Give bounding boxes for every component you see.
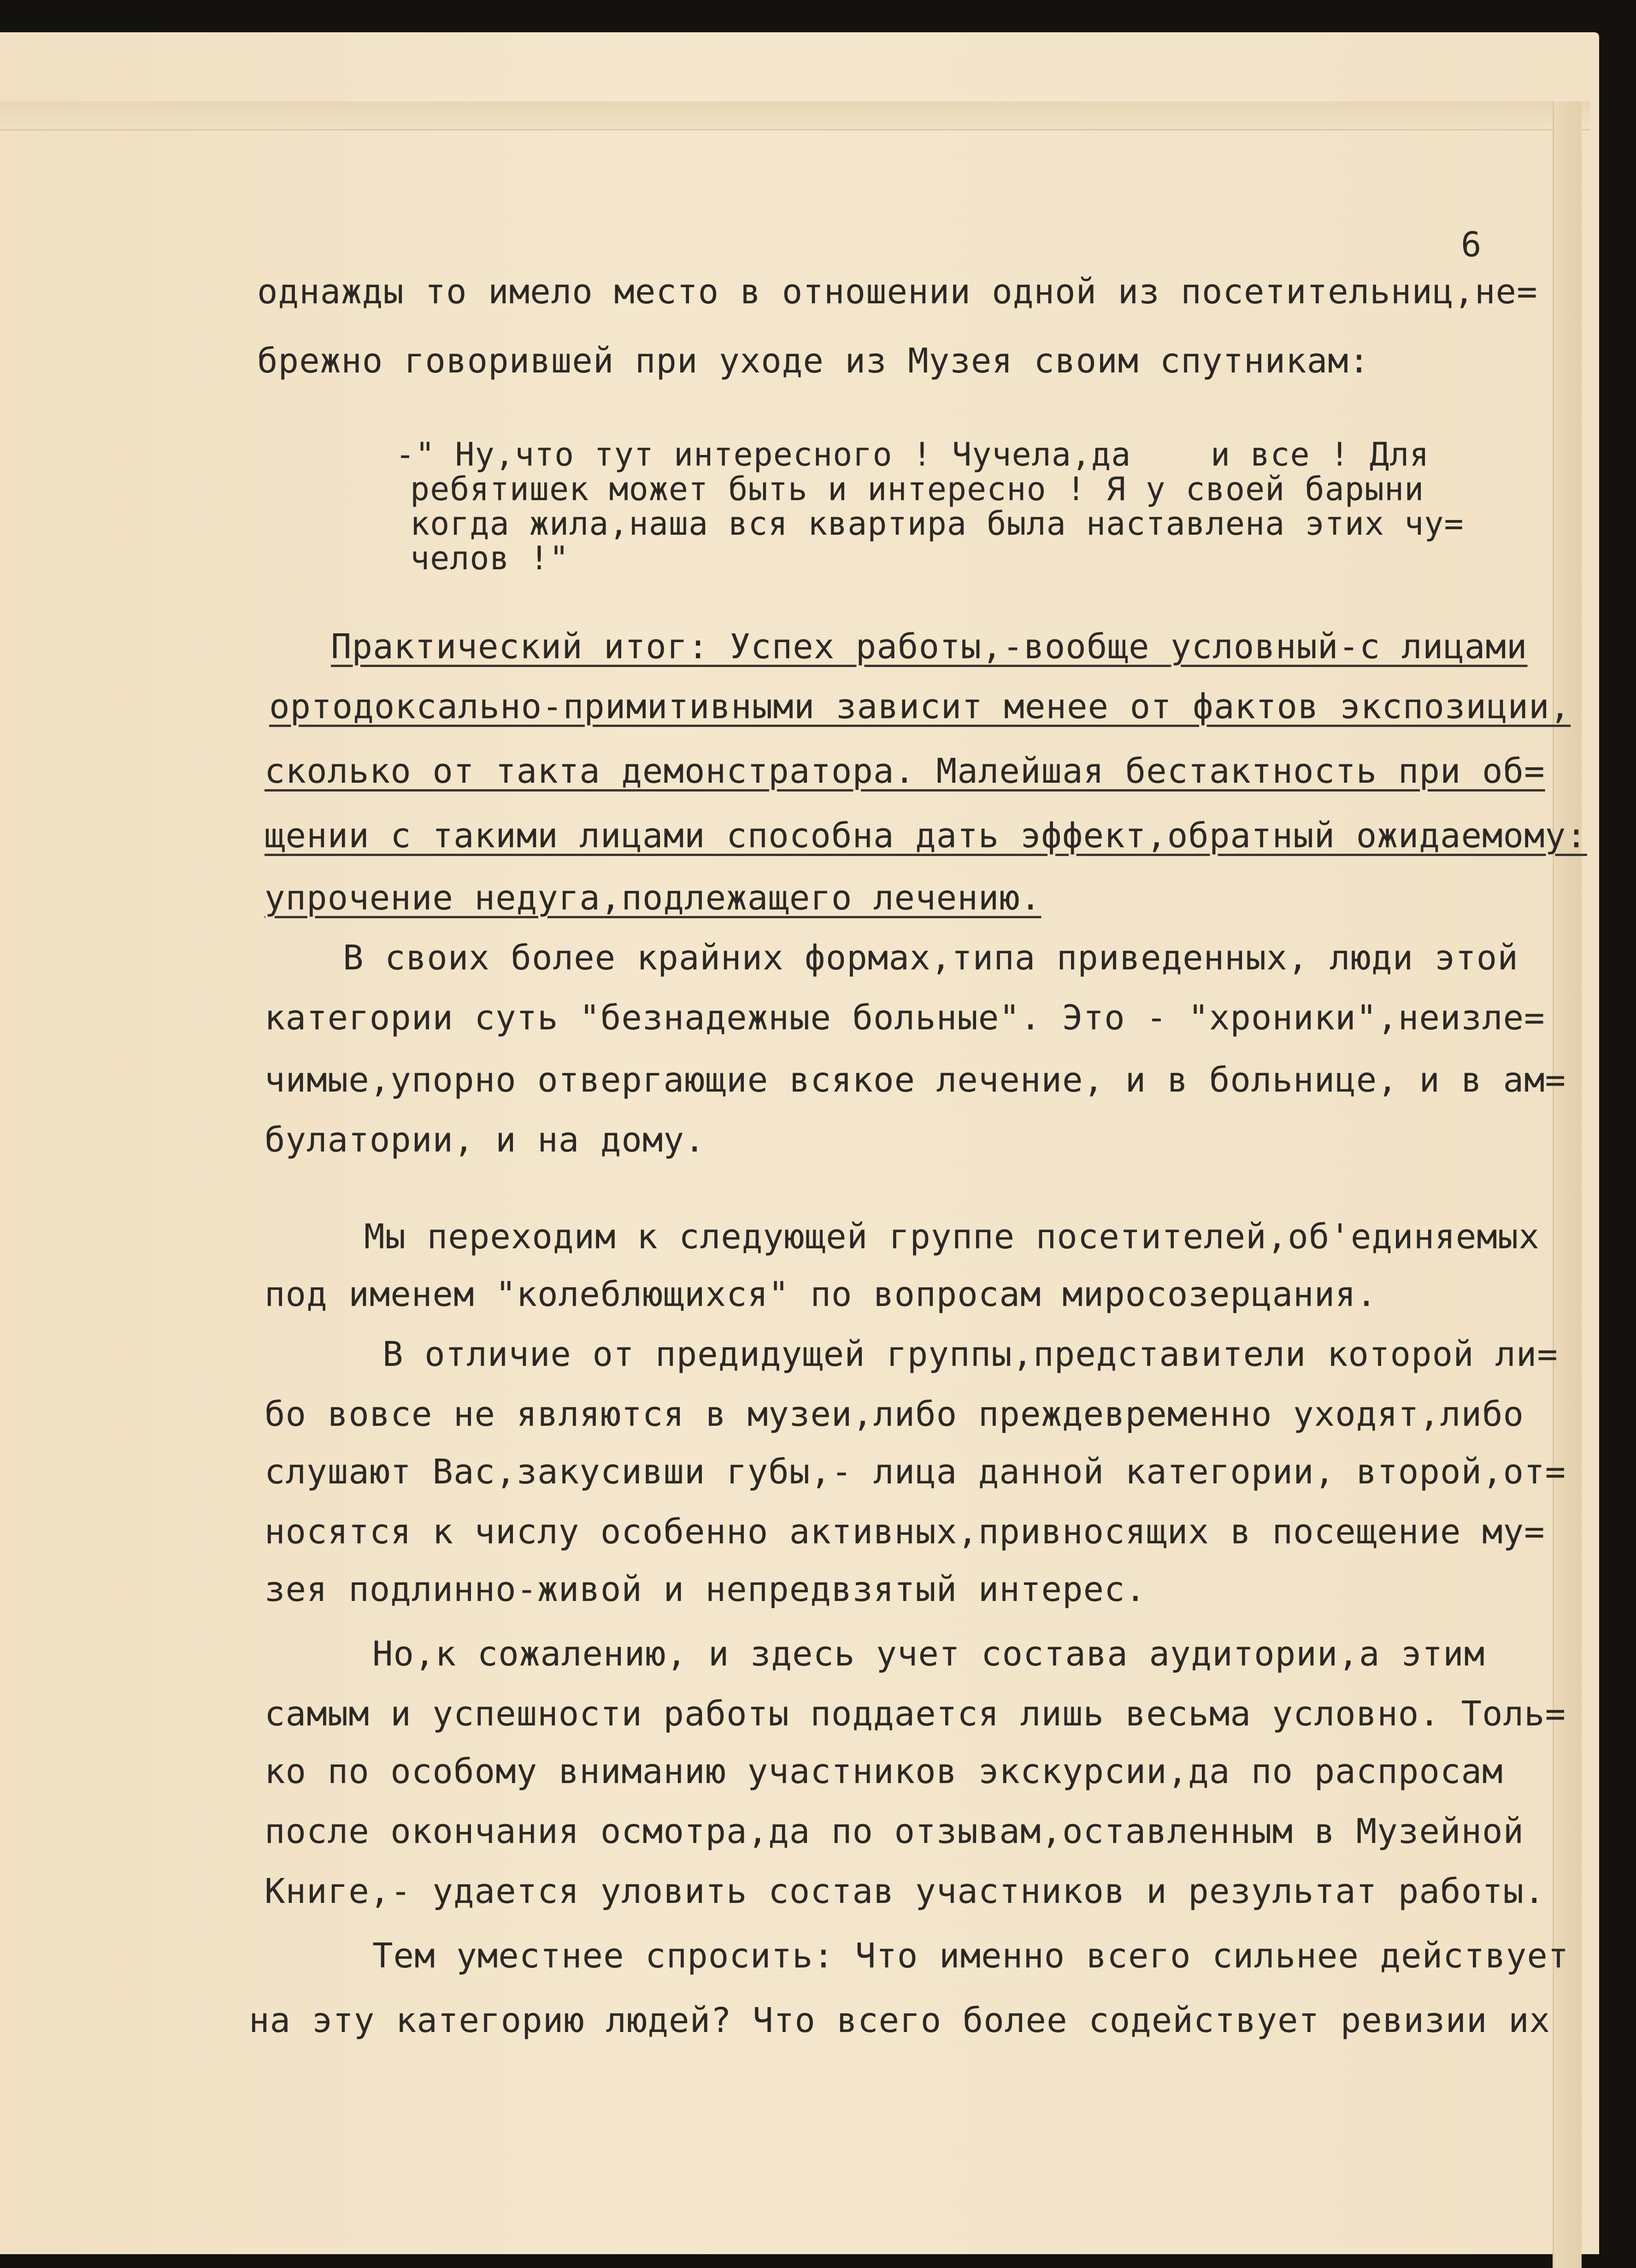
quote-line: -" Ну,что тут интересного ! Чучела,да и все ! Для bbox=[395, 436, 1430, 473]
text-line: Мы переходим к следующей группе посетителей,об'единяемых bbox=[364, 1217, 1540, 1257]
quote-line: челов !" bbox=[410, 539, 570, 577]
text-line: зея подлинно-живой и непредвзятый интерес. bbox=[265, 1570, 1147, 1609]
text-line: однажды то имело место в отношении одной из посетительниц,не= bbox=[257, 272, 1538, 312]
underlined-line: упрочение недуга,подлежащего лечению. bbox=[265, 878, 1042, 918]
text-line: брежно говорившей при уходе из Музея своим спутникам: bbox=[257, 341, 1370, 381]
text-line: после окончания осмотра,да по отзывам,оставленным в Музейной bbox=[265, 1812, 1524, 1851]
page-stack-edge-top bbox=[0, 101, 1590, 130]
text-line: булатории, и на дому. bbox=[265, 1120, 706, 1160]
text-line: В своих более крайних формах,типа приведенных, люди этой bbox=[343, 938, 1518, 978]
text-line: категории суть "безнадежные больные". Это - "хроники",неизле= bbox=[265, 998, 1545, 1038]
text-line: Книге,- удается уловить состав участников и результат работы. bbox=[265, 1872, 1545, 1911]
underlined-line: ортодоксально-примитивными зависит менее от фактов экспозиции, bbox=[269, 687, 1571, 726]
text-line: самым и успешности работы поддается лишь весьма условно. Толь= bbox=[265, 1694, 1566, 1734]
text-line: ко по особому вниманию участников экскурсии,да по распросам bbox=[265, 1752, 1503, 1791]
text-line: В отличие от предидущей группы,представители которой ли= bbox=[383, 1335, 1558, 1374]
page-number: 6 bbox=[1461, 225, 1482, 265]
text-line: носятся к числу особенно активных,привносящих в посещение му= bbox=[265, 1512, 1545, 1552]
text-line: на эту категорию людей? Что всего более содействует ревизии их bbox=[249, 2001, 1551, 2040]
text-line: слушают Вас,закусивши губы,- лица данной категории, второй,от= bbox=[265, 1452, 1566, 1492]
text-line: чимые,упорно отвергающие всякое лечение, и в больнице, и в ам= bbox=[265, 1060, 1566, 1100]
text-line: бо вовсе не являются в музеи,либо преждевременно уходят,либо bbox=[265, 1394, 1524, 1434]
quote-line: ребятишек может быть и интересно ! Я у своей барыни bbox=[410, 470, 1424, 508]
underlined-line: сколько от такта демонстратора. Малейшая бестактность при об= bbox=[265, 751, 1545, 791]
quote-line: когда жила,наша вся квартира была наставлена этих чу= bbox=[410, 505, 1464, 543]
text-line: под именем "колеблющихся" по вопросам миросозерцания. bbox=[265, 1275, 1377, 1314]
text-line: Тем уместнее спросить: Что именно всего сильнее действует bbox=[372, 1936, 1569, 1976]
underlined-line: Практический итог: Успех работы,-вообще условный-с лицами bbox=[331, 627, 1528, 667]
underlined-line: щении с такими лицами способна дать эффект,обратный ожидаемому: bbox=[265, 816, 1587, 856]
text-line: Но,к сожалению, и здесь учет состава аудитории,а этим bbox=[372, 1634, 1485, 1674]
